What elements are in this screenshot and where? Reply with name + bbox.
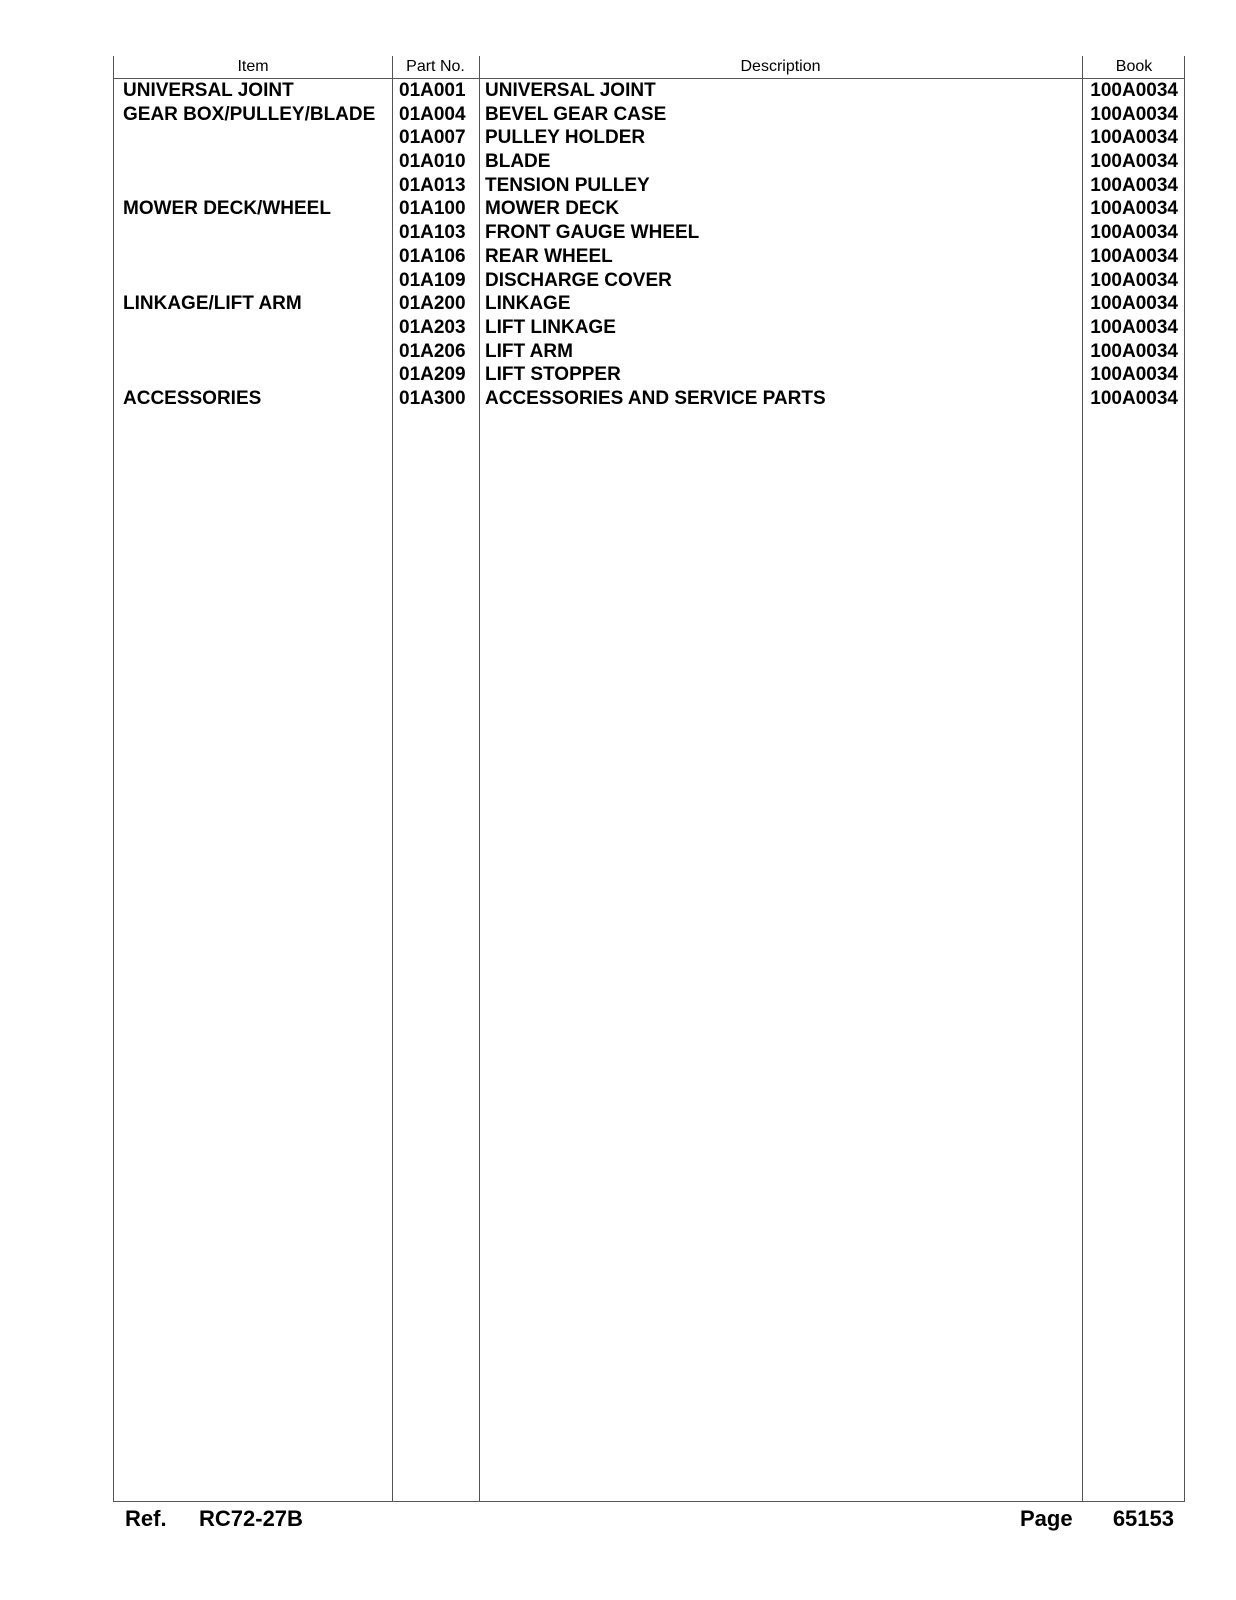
cell-description: LIFT ARM xyxy=(485,340,573,362)
header-item: Item xyxy=(237,58,269,75)
ref-value: RC72-27B xyxy=(199,1506,303,1531)
cell-book: 100A0034 xyxy=(1090,245,1178,267)
cell-description: BEVEL GEAR CASE xyxy=(485,103,667,125)
cell-part-no: 01A004 xyxy=(399,103,466,125)
cell-description: LIFT LINKAGE xyxy=(485,316,616,338)
cell-item: GEAR BOX/PULLEY/BLADE xyxy=(123,103,376,125)
cell-part-no: 01A300 xyxy=(399,387,466,409)
header-part-no: Part No. xyxy=(406,58,465,75)
cell-book: 100A0034 xyxy=(1090,340,1178,362)
cell-part-no: 01A109 xyxy=(399,269,466,291)
table-row xyxy=(114,316,1184,340)
header-book: Book xyxy=(1115,58,1153,75)
cell-book: 100A0034 xyxy=(1090,80,1178,101)
cell-book: 100A0034 xyxy=(1090,174,1178,196)
cell-book: 100A0034 xyxy=(1090,151,1178,173)
table-row xyxy=(114,197,1184,221)
cell-part-no: 01A206 xyxy=(399,340,466,362)
cell-part-no: 01A100 xyxy=(399,198,466,220)
page-footer xyxy=(0,1504,1236,1540)
cell-part-no: 01A010 xyxy=(399,151,466,173)
cell-description: LIFT STOPPER xyxy=(485,364,621,386)
cell-book: 100A0034 xyxy=(1090,127,1178,149)
header-description: Description xyxy=(740,58,821,75)
cell-part-no: 01A103 xyxy=(399,222,466,244)
page-label: Page xyxy=(1020,1506,1073,1531)
cell-description: UNIVERSAL JOINT xyxy=(485,80,656,101)
cell-part-no: 01A200 xyxy=(399,293,466,315)
ref-label: Ref. xyxy=(125,1506,167,1531)
table-row xyxy=(114,363,1184,387)
cell-item: LINKAGE/LIFT ARM xyxy=(123,293,302,315)
table-row xyxy=(114,221,1184,245)
cell-item: ACCESSORIES xyxy=(123,387,262,409)
cell-part-no: 01A106 xyxy=(399,245,466,267)
table-row xyxy=(114,387,1184,411)
table-row xyxy=(114,79,1184,103)
table-row xyxy=(114,340,1184,364)
page-number: 65153 xyxy=(1112,1506,1174,1531)
cell-item: UNIVERSAL JOINT xyxy=(123,80,294,101)
cell-book: 100A0034 xyxy=(1090,198,1178,220)
cell-book: 100A0034 xyxy=(1090,103,1178,125)
table-row xyxy=(114,245,1184,269)
cell-description: MOWER DECK xyxy=(485,198,620,220)
cell-description: LINKAGE xyxy=(485,293,571,315)
table-body xyxy=(114,79,1184,411)
cell-part-no: 01A007 xyxy=(399,127,466,149)
cell-description: FRONT GAUGE WHEEL xyxy=(485,222,700,244)
cell-description: PULLEY HOLDER xyxy=(485,127,646,149)
cell-book: 100A0034 xyxy=(1090,316,1178,338)
table-header xyxy=(114,56,1184,79)
cell-part-no: 01A209 xyxy=(399,364,466,386)
cell-description: BLADE xyxy=(485,151,551,173)
table-row xyxy=(114,126,1184,150)
cell-book: 100A0034 xyxy=(1090,293,1178,315)
cell-part-no: 01A013 xyxy=(399,174,466,196)
table-row xyxy=(114,269,1184,293)
cell-book: 100A0034 xyxy=(1090,364,1178,386)
cell-description: DISCHARGE COVER xyxy=(485,269,672,291)
cell-item: MOWER DECK/WHEEL xyxy=(123,198,331,220)
cell-description: ACCESSORIES AND SERVICE PARTS xyxy=(485,387,826,409)
table-row xyxy=(114,103,1184,127)
table-row xyxy=(114,150,1184,174)
cell-book: 100A0034 xyxy=(1090,387,1178,409)
cell-part-no: 01A001 xyxy=(399,80,466,101)
cell-part-no: 01A203 xyxy=(399,316,466,338)
cell-description: TENSION PULLEY xyxy=(485,174,650,196)
cell-description: REAR WHEEL xyxy=(485,245,613,267)
parts-index-table xyxy=(113,56,1185,1502)
cell-book: 100A0034 xyxy=(1090,222,1178,244)
cell-book: 100A0034 xyxy=(1090,269,1178,291)
table-row xyxy=(114,174,1184,198)
table-row xyxy=(114,292,1184,316)
